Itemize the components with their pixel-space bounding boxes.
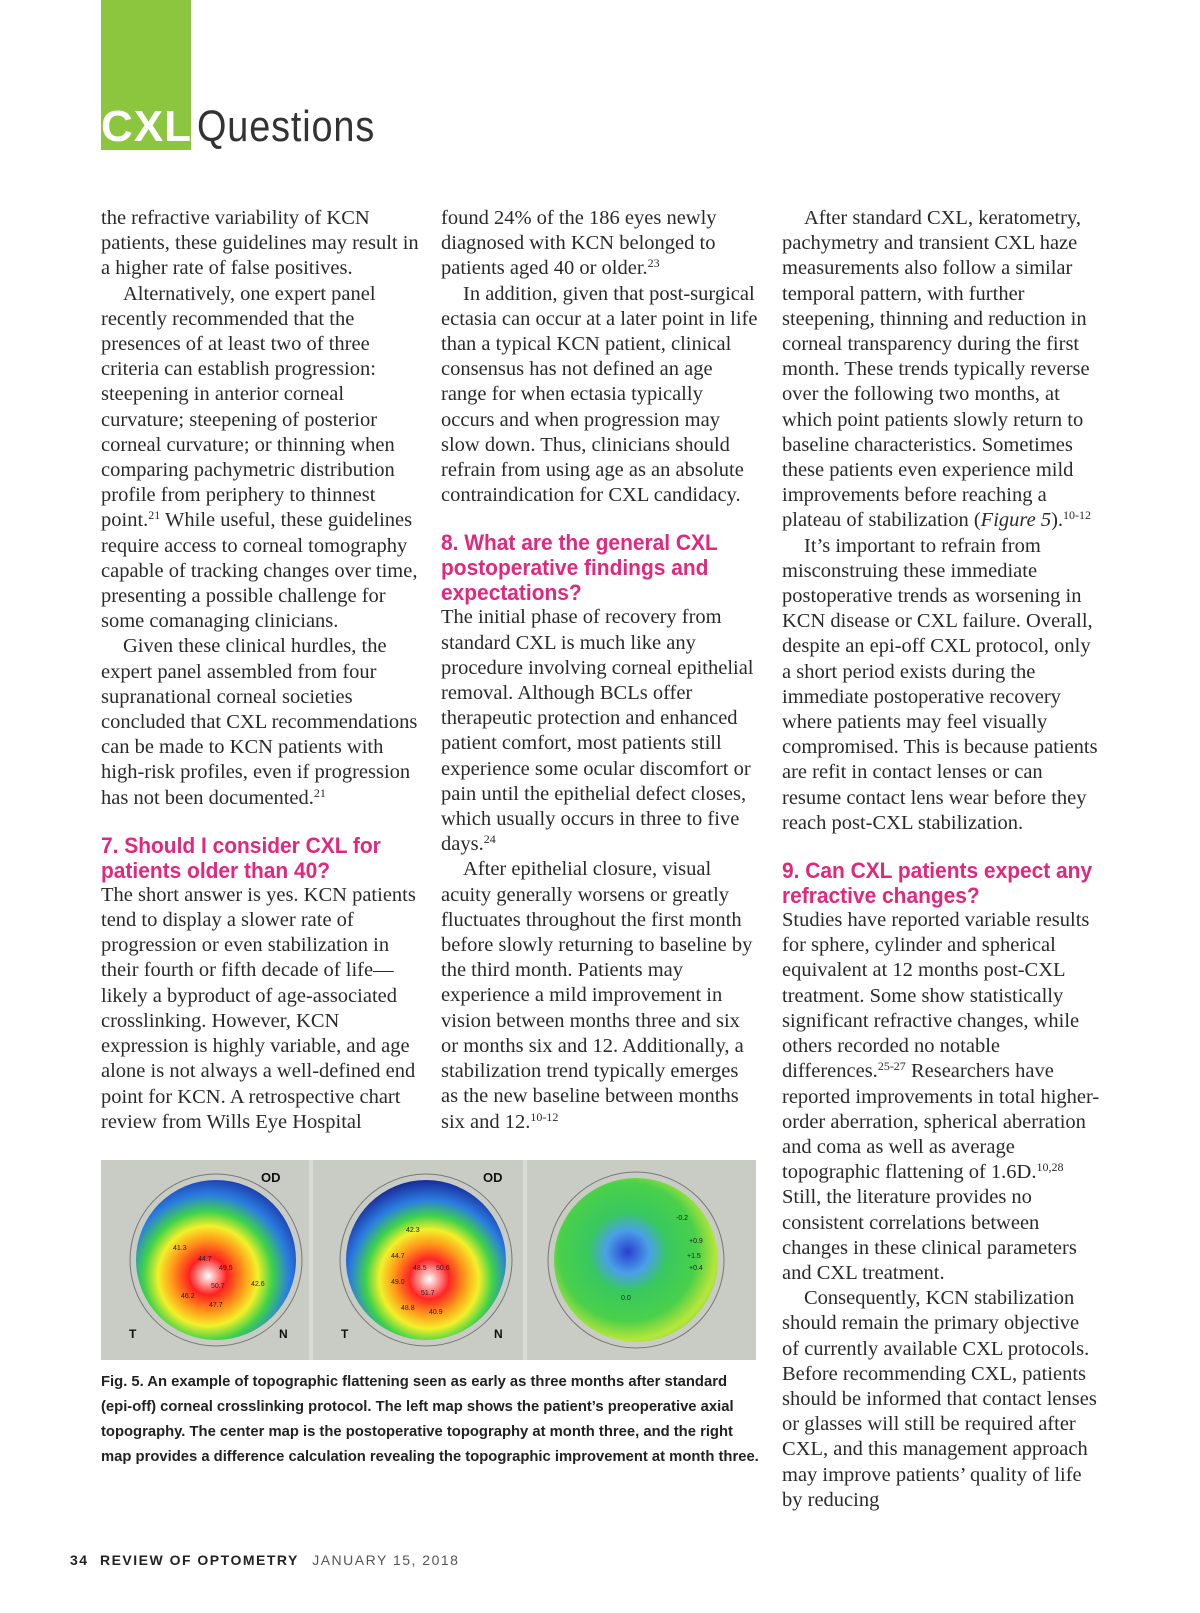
map-value: +1.5 xyxy=(687,1253,701,1260)
nasal-label: N xyxy=(279,1327,288,1341)
paragraph: It’s important to refrain from misconstruing these immediate postoperative trends as worsening in KCN disease or CXL failure. Overall, despite an epi-off CXL protocol, only a short period exists during the immediate postoperative recovery where patients may feel visually compromised. This is because patients are refit in contact lenses or can resume contact lens wear before they reach post-CXL stabilization. xyxy=(782,534,1098,834)
reference-marker: 10-12 xyxy=(1063,508,1092,523)
map-value: 49.0 xyxy=(391,1279,405,1286)
map-postoperative xyxy=(313,1160,523,1360)
paragraph: The initial phase of recovery from standard CXL is much like any procedure involving corneal epithelial removal. Although BCLs offer therapeutic protection and enhanced patient comfort, most patients still experience some ocular discomfort or pain until the epithelial defect closes, which usually occurs in three to five days.$^{24}$ xyxy=(441,606,754,856)
map-value: 50.7 xyxy=(211,1283,225,1290)
map-value: 0.0 xyxy=(621,1295,631,1302)
reference-marker: 25-27 xyxy=(877,1059,906,1074)
map-value: 51.7 xyxy=(421,1290,435,1297)
nasal-label: N xyxy=(494,1327,503,1341)
map-value: 47.7 xyxy=(209,1302,223,1309)
reference-marker: 10,28 xyxy=(1036,1160,1064,1175)
section-label: CXL xyxy=(101,102,192,151)
paragraph: found 24% of the 186 eyes newly diagnosed with KCN belonged to patients aged 40 or older.$^{23}$ xyxy=(441,207,717,280)
map-difference xyxy=(527,1160,756,1360)
paragraph: the refractive variability of KCN patients, these guidelines may result in a higher rate of false positives. xyxy=(101,207,419,280)
column-3 xyxy=(782,206,1100,1513)
reference-marker: 10-12 xyxy=(530,1109,559,1124)
map-value: 40.9 xyxy=(429,1309,443,1316)
question-heading-9: 9. Can CXL patients expect any refractive changes? xyxy=(782,858,1093,909)
map-value: 49.5 xyxy=(219,1265,233,1272)
column-2 xyxy=(441,206,759,1135)
question-heading-8: 8. What are the general CXL postoperative findings and expectations? xyxy=(441,530,718,606)
paragraph: In addition, given that post-surgical ectasia can occur at a later point in life than a typical KCN patient, clinical consensus has not defined an age range for when ectasia typically occurs and when progression may slow down. Thus, clinicians should refrain from using age as an absolute contraindication for CXL candidacy. xyxy=(441,282,758,507)
publication-name: REVIEW OF OPTOMETRY xyxy=(99,1552,299,1568)
map-value: 41.3 xyxy=(173,1245,187,1252)
map-value: -0.2 xyxy=(676,1215,689,1222)
question-heading-7: 7. Should I consider CXL for patients older than 40? xyxy=(101,832,381,883)
figure-caption: Fig. 5. An example of topographic flattening seen as early as three months after standard (epi-off) corneal crosslinking protocol. The left map shows the patient’s preoperative axial topography. The center map is the postoperative topography at month three, and the right map provides a difference calculation revealing the topographic improvement at month three. xyxy=(101,1374,759,1465)
topography-map-difference xyxy=(554,1178,718,1342)
temporal-label: T xyxy=(129,1327,137,1341)
eye-label: OD xyxy=(261,1170,281,1185)
map-value: 48.5 xyxy=(413,1265,427,1272)
reference-marker: 24 xyxy=(483,832,496,847)
map-value: 44.7 xyxy=(391,1253,405,1260)
temporal-label: T xyxy=(341,1327,349,1341)
issue-date: JANUARY 15, 2018 xyxy=(312,1552,460,1568)
map-value: 46.2 xyxy=(181,1293,195,1300)
figure-5-topography-maps xyxy=(101,1160,756,1360)
reference-marker: 23 xyxy=(647,256,660,271)
map-value: +0.9 xyxy=(689,1238,703,1245)
map-value: 50.6 xyxy=(436,1265,450,1272)
section-header xyxy=(101,103,404,151)
map-preoperative xyxy=(101,1160,309,1360)
topography-map-preop xyxy=(136,1180,296,1340)
paragraph: After standard CXL, keratometry, pachymetry and transient CXL haze measurements also follow a similar temporal pattern, with further steepening, thinning and reduction in corneal transparency during the first month. These trends typically reverse over the following two months, at which point patients slowly return to baseline characteristics. Sometimes these patients even experience mild improvements before reaching a plateau of stabilization (Figure 5).$^{10-12}$ xyxy=(782,207,1092,532)
reference-marker: 21 xyxy=(313,785,326,800)
reference-marker: 21 xyxy=(148,508,161,523)
page-footer xyxy=(70,1552,459,1568)
column-1 xyxy=(101,206,419,1135)
eye-label: OD xyxy=(483,1170,503,1185)
map-value: +0.4 xyxy=(689,1265,703,1272)
topography-map-postop xyxy=(346,1180,506,1340)
paragraph: Studies have reported variable results for sphere, cylinder and spherical equivalent at 12 months post-CXL treatment. Some show statistically significant refractive changes, while others recorded no notable differences.$^{25-27}$ Researchers have reported improvements in total higher-order aberration, spherical aberration and coma as well as average topographic flattening of 1.6D.$^{10,28}$ Still, the literature provides no consistent correlations between changes in these clinical parameters and CXL treatment. xyxy=(782,909,1100,1284)
map-value: 44.7 xyxy=(198,1256,212,1263)
paragraph: Consequently, KCN stabilization should remain the primary objective of currently available CXL protocols. Before recommending CXL, patients should be informed that contact lenses or glasses will still be required after CXL, and this management approach may improve patients’ quality of life by reducing xyxy=(782,1287,1097,1511)
paragraph: The short answer is yes. KCN patients tend to display a slower rate of progression or even stabilization in their fourth or fifth decade of life—likely a byproduct of age-associated crosslinking. However, KCN expression is highly variable, and age alone is not always a well-defined end point for KCN. A retrospective chart review from Wills Eye Hospital xyxy=(101,883,416,1133)
paragraph: Given these clinical hurdles, the expert panel assembled from four supranational corneal societies concluded that CXL recommendations can be made to KCN patients with high-risk profiles, even if progression has not been documented.$^{21}$ xyxy=(101,635,418,809)
map-value: 42.6 xyxy=(251,1281,265,1288)
paragraph: After epithelial closure, visual acuity generally worsens or greatly fluctuates throughout the first month before slowly returning to baseline by the third month. Patients may experience a mild improvement in vision between months three and six or months six and 12. Additionally, a stabilization trend typically emerges as the new baseline between months six and 12.$^{10-12}$ xyxy=(441,858,753,1133)
paragraph: Alternatively, one expert panel recently recommended that the presences of at least two of three criteria can establish progression: steepening in anterior corneal curvature; steepening of posterior corneal curvature; or thinning when comparing pachymetric distribution profile from periphery to thinnest point.$^{21}$ While useful, these guidelines require access to corneal tomography capable of tracking changes over time, presenting a possible challenge for some comanaging clinicians. xyxy=(101,282,418,633)
map-value: 42.3 xyxy=(406,1227,420,1234)
map-value: 48.8 xyxy=(401,1305,415,1312)
section-title: Questions xyxy=(197,102,376,151)
figure-reference: Figure 5 xyxy=(980,509,1052,532)
page-number: 34 xyxy=(70,1552,89,1568)
